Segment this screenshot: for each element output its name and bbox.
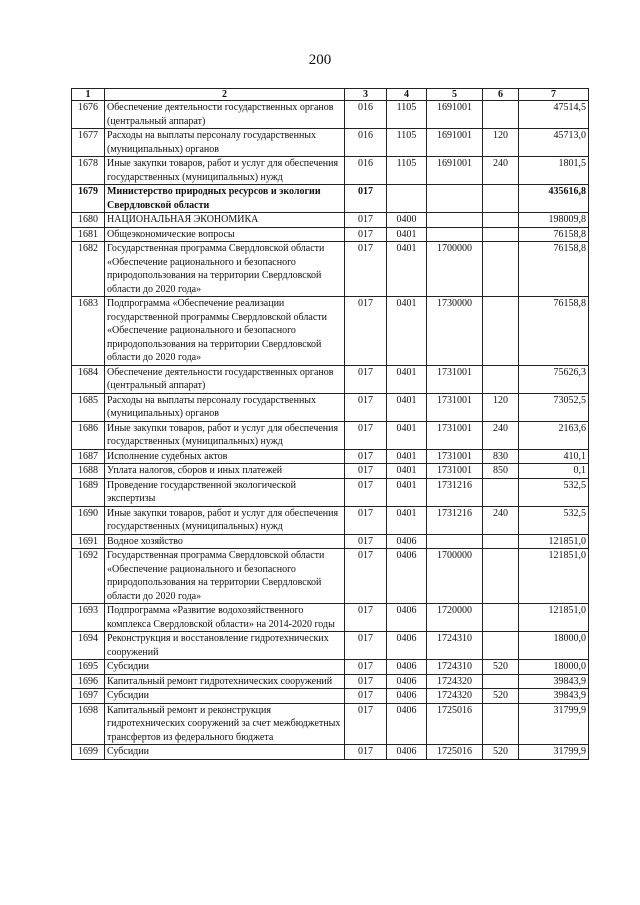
- table-row: [72, 506, 589, 534]
- row-amount: 435616,8: [519, 185, 589, 213]
- table-row: [72, 185, 589, 213]
- row-name: Государственная программа Свердловской области «Обеспечение рационального и безопасного природопользования на территории Свердловской области до 2020 года»: [105, 549, 345, 604]
- row-code-5: [427, 534, 483, 549]
- row-code-6: 850: [483, 464, 519, 479]
- row-code-5: [427, 227, 483, 242]
- table-row: [72, 745, 589, 760]
- table-row: [72, 242, 589, 297]
- row-number: 1685: [72, 393, 105, 421]
- row-code-5: 1724320: [427, 689, 483, 704]
- row-code-3: 017: [345, 745, 387, 760]
- row-code-4: 1105: [387, 129, 427, 157]
- row-code-6: [483, 534, 519, 549]
- row-code-5: 1731001: [427, 464, 483, 479]
- row-number: 1698: [72, 703, 105, 745]
- row-name: Обеспечение деятельности государственных органов (центральный аппарат): [105, 101, 345, 129]
- table-row: [72, 129, 589, 157]
- row-code-3: 017: [345, 365, 387, 393]
- row-code-4: 0401: [387, 478, 427, 506]
- row-amount: 18000,0: [519, 632, 589, 660]
- row-number: 1696: [72, 674, 105, 689]
- row-name: Капитальный ремонт гидротехнических сооружений: [105, 674, 345, 689]
- row-amount: 76158,8: [519, 227, 589, 242]
- row-number: 1691: [72, 534, 105, 549]
- row-name: Расходы на выплаты персоналу государственных (муниципальных) органов: [105, 393, 345, 421]
- row-code-3: 017: [345, 227, 387, 242]
- row-number: 1689: [72, 478, 105, 506]
- row-code-3: 017: [345, 674, 387, 689]
- table-row: [72, 689, 589, 704]
- row-amount: 76158,8: [519, 297, 589, 366]
- header-row: [72, 89, 589, 101]
- row-code-3: 017: [345, 421, 387, 449]
- row-code-4: 0406: [387, 549, 427, 604]
- row-code-6: 240: [483, 157, 519, 185]
- row-name: НАЦИОНАЛЬНАЯ ЭКОНОМИКА: [105, 213, 345, 228]
- row-amount: 47514,5: [519, 101, 589, 129]
- row-number: 1682: [72, 242, 105, 297]
- row-amount: 532,5: [519, 506, 589, 534]
- row-name: Субсидии: [105, 689, 345, 704]
- row-code-5: 1725016: [427, 703, 483, 745]
- row-code-3: 016: [345, 101, 387, 129]
- row-amount: 410,1: [519, 449, 589, 464]
- row-code-6: [483, 297, 519, 366]
- row-code-5: 1731216: [427, 478, 483, 506]
- row-code-3: 017: [345, 464, 387, 479]
- row-amount: 121851,0: [519, 534, 589, 549]
- row-code-4: 0401: [387, 297, 427, 366]
- row-code-5: 1700000: [427, 242, 483, 297]
- row-code-3: 017: [345, 213, 387, 228]
- row-code-4: 0401: [387, 393, 427, 421]
- col-header: 7: [519, 89, 589, 101]
- row-code-3: 017: [345, 506, 387, 534]
- row-code-4: 0406: [387, 604, 427, 632]
- row-name: Водное хозяйство: [105, 534, 345, 549]
- row-amount: 198009,8: [519, 213, 589, 228]
- row-amount: 75626,3: [519, 365, 589, 393]
- row-name: Иные закупки товаров, работ и услуг для обеспечения государственных (муниципальных) нужд: [105, 421, 345, 449]
- row-code-4: 0401: [387, 449, 427, 464]
- row-code-5: [427, 213, 483, 228]
- row-name: Министерство природных ресурсов и экологии Свердловской области: [105, 185, 345, 213]
- row-number: 1694: [72, 632, 105, 660]
- row-code-4: 0400: [387, 213, 427, 228]
- table-row: [72, 227, 589, 242]
- row-number: 1690: [72, 506, 105, 534]
- row-code-3: 017: [345, 297, 387, 366]
- row-code-6: [483, 185, 519, 213]
- row-code-5: 1724310: [427, 632, 483, 660]
- row-name: Подпрограмма «Обеспечение реализации государственной программы Свердловской области «Обеспечение рационального и безопасного природопользования на территории Свердловской области до 2020 года»: [105, 297, 345, 366]
- row-code-6: [483, 674, 519, 689]
- row-amount: 121851,0: [519, 604, 589, 632]
- row-code-4: [387, 185, 427, 213]
- row-code-4: 0401: [387, 242, 427, 297]
- row-code-5: 1691001: [427, 157, 483, 185]
- row-code-6: 240: [483, 506, 519, 534]
- table-row: [72, 297, 589, 366]
- row-name: Реконструкция и восстановление гидротехнических сооружений: [105, 632, 345, 660]
- row-code-6: 240: [483, 421, 519, 449]
- row-code-6: [483, 549, 519, 604]
- row-code-4: 0406: [387, 632, 427, 660]
- row-code-3: 017: [345, 632, 387, 660]
- row-code-3: 017: [345, 393, 387, 421]
- row-amount: 121851,0: [519, 549, 589, 604]
- row-name: Исполнение судебных актов: [105, 449, 345, 464]
- page-number: 200: [308, 52, 332, 68]
- row-name: Обеспечение деятельности государственных органов (центральный аппарат): [105, 365, 345, 393]
- row-amount: 2163,6: [519, 421, 589, 449]
- row-code-3: 017: [345, 660, 387, 675]
- row-code-4: 0401: [387, 464, 427, 479]
- row-code-6: 520: [483, 660, 519, 675]
- row-code-6: [483, 213, 519, 228]
- row-code-6: 520: [483, 745, 519, 760]
- row-number: 1699: [72, 745, 105, 760]
- table-row: [72, 157, 589, 185]
- row-amount: 31799,9: [519, 703, 589, 745]
- row-name: Общеэкономические вопросы: [105, 227, 345, 242]
- row-amount: 39843,9: [519, 674, 589, 689]
- row-code-4: 0406: [387, 745, 427, 760]
- table-row: [72, 604, 589, 632]
- col-header: 3: [345, 89, 387, 101]
- row-name: Иные закупки товаров, работ и услуг для обеспечения государственных (муниципальных) нужд: [105, 157, 345, 185]
- row-amount: 18000,0: [519, 660, 589, 675]
- row-name: Уплата налогов, сборов и иных платежей: [105, 464, 345, 479]
- row-code-3: 017: [345, 549, 387, 604]
- row-code-5: 1731001: [427, 421, 483, 449]
- row-code-4: 0401: [387, 365, 427, 393]
- row-name: Подпрограмма «Развитие водохозяйственного комплекса Свердловской области» на 2014-2020 годы: [105, 604, 345, 632]
- row-code-5: 1731001: [427, 365, 483, 393]
- row-code-5: 1720000: [427, 604, 483, 632]
- row-code-4: 0401: [387, 227, 427, 242]
- row-code-3: 017: [345, 242, 387, 297]
- row-number: 1695: [72, 660, 105, 675]
- row-code-3: 017: [345, 449, 387, 464]
- row-name: Проведение государственной экологической экспертизы: [105, 478, 345, 506]
- row-number: 1686: [72, 421, 105, 449]
- table-row: [72, 478, 589, 506]
- row-amount: 0,1: [519, 464, 589, 479]
- table-row: [72, 464, 589, 479]
- row-number: 1677: [72, 129, 105, 157]
- row-code-5: 1691001: [427, 101, 483, 129]
- table-row: [72, 449, 589, 464]
- row-code-3: 017: [345, 478, 387, 506]
- row-code-4: 0406: [387, 660, 427, 675]
- col-header: 6: [483, 89, 519, 101]
- row-amount: 532,5: [519, 478, 589, 506]
- row-number: 1679: [72, 185, 105, 213]
- row-code-4: 0406: [387, 674, 427, 689]
- row-code-5: 1724310: [427, 660, 483, 675]
- row-code-6: [483, 242, 519, 297]
- col-header: 5: [427, 89, 483, 101]
- row-code-5: 1691001: [427, 129, 483, 157]
- row-amount: 31799,9: [519, 745, 589, 760]
- table-body: [72, 101, 589, 760]
- table-row: [72, 660, 589, 675]
- row-code-4: 0406: [387, 703, 427, 745]
- row-amount: 76158,8: [519, 242, 589, 297]
- row-code-4: 0401: [387, 506, 427, 534]
- row-code-6: [483, 478, 519, 506]
- row-code-5: 1700000: [427, 549, 483, 604]
- row-code-6: [483, 703, 519, 745]
- row-code-3: 016: [345, 157, 387, 185]
- row-number: 1684: [72, 365, 105, 393]
- row-code-5: 1731001: [427, 393, 483, 421]
- table-row: [72, 674, 589, 689]
- row-number: 1681: [72, 227, 105, 242]
- row-code-5: [427, 185, 483, 213]
- table-row: [72, 549, 589, 604]
- row-code-6: [483, 632, 519, 660]
- table-row: [72, 421, 589, 449]
- row-code-4: 0406: [387, 534, 427, 549]
- row-amount: 1801,5: [519, 157, 589, 185]
- row-number: 1687: [72, 449, 105, 464]
- row-code-6: [483, 227, 519, 242]
- row-code-3: 017: [345, 534, 387, 549]
- row-code-6: [483, 604, 519, 632]
- row-code-3: 017: [345, 689, 387, 704]
- row-code-6: 830: [483, 449, 519, 464]
- row-code-4: 0401: [387, 421, 427, 449]
- row-code-6: [483, 365, 519, 393]
- row-code-3: 017: [345, 703, 387, 745]
- row-number: 1678: [72, 157, 105, 185]
- table-row: [72, 213, 589, 228]
- row-name: Капитальный ремонт и реконструкция гидротехнических сооружений за счет межбюджетных трансфертов из федерального бюджета: [105, 703, 345, 745]
- row-code-3: 017: [345, 185, 387, 213]
- row-name: Государственная программа Свердловской области «Обеспечение рационального и безопасного природопользования на территории Свердловской области до 2020 года»: [105, 242, 345, 297]
- row-code-5: 1724320: [427, 674, 483, 689]
- table-row: [72, 101, 589, 129]
- row-number: 1697: [72, 689, 105, 704]
- row-code-5: 1731001: [427, 449, 483, 464]
- table-row: [72, 393, 589, 421]
- row-name: Субсидии: [105, 660, 345, 675]
- table-row: [72, 534, 589, 549]
- col-header: 4: [387, 89, 427, 101]
- row-code-5: 1731216: [427, 506, 483, 534]
- row-code-6: 120: [483, 393, 519, 421]
- row-code-3: 016: [345, 129, 387, 157]
- row-name: Иные закупки товаров, работ и услуг для обеспечения государственных (муниципальных) нужд: [105, 506, 345, 534]
- row-code-5: 1730000: [427, 297, 483, 366]
- table-row: [72, 632, 589, 660]
- row-number: 1688: [72, 464, 105, 479]
- row-amount: 73052,5: [519, 393, 589, 421]
- row-name: Субсидии: [105, 745, 345, 760]
- table-row: [72, 365, 589, 393]
- row-code-4: 1105: [387, 101, 427, 129]
- col-header: 2: [105, 89, 345, 101]
- row-number: 1693: [72, 604, 105, 632]
- row-number: 1692: [72, 549, 105, 604]
- row-number: 1676: [72, 101, 105, 129]
- row-code-6: [483, 101, 519, 129]
- row-amount: 39843,9: [519, 689, 589, 704]
- row-code-3: 017: [345, 604, 387, 632]
- row-number: 1680: [72, 213, 105, 228]
- row-code-4: 0406: [387, 689, 427, 704]
- row-amount: 45713,0: [519, 129, 589, 157]
- table-row: [72, 703, 589, 745]
- row-code-6: 520: [483, 689, 519, 704]
- col-header: 1: [72, 89, 105, 101]
- row-code-5: 1725016: [427, 745, 483, 760]
- row-number: 1683: [72, 297, 105, 366]
- row-code-6: 120: [483, 129, 519, 157]
- row-code-4: 1105: [387, 157, 427, 185]
- row-name: Расходы на выплаты персоналу государственных (муниципальных) органов: [105, 129, 345, 157]
- budget-table: [71, 88, 589, 760]
